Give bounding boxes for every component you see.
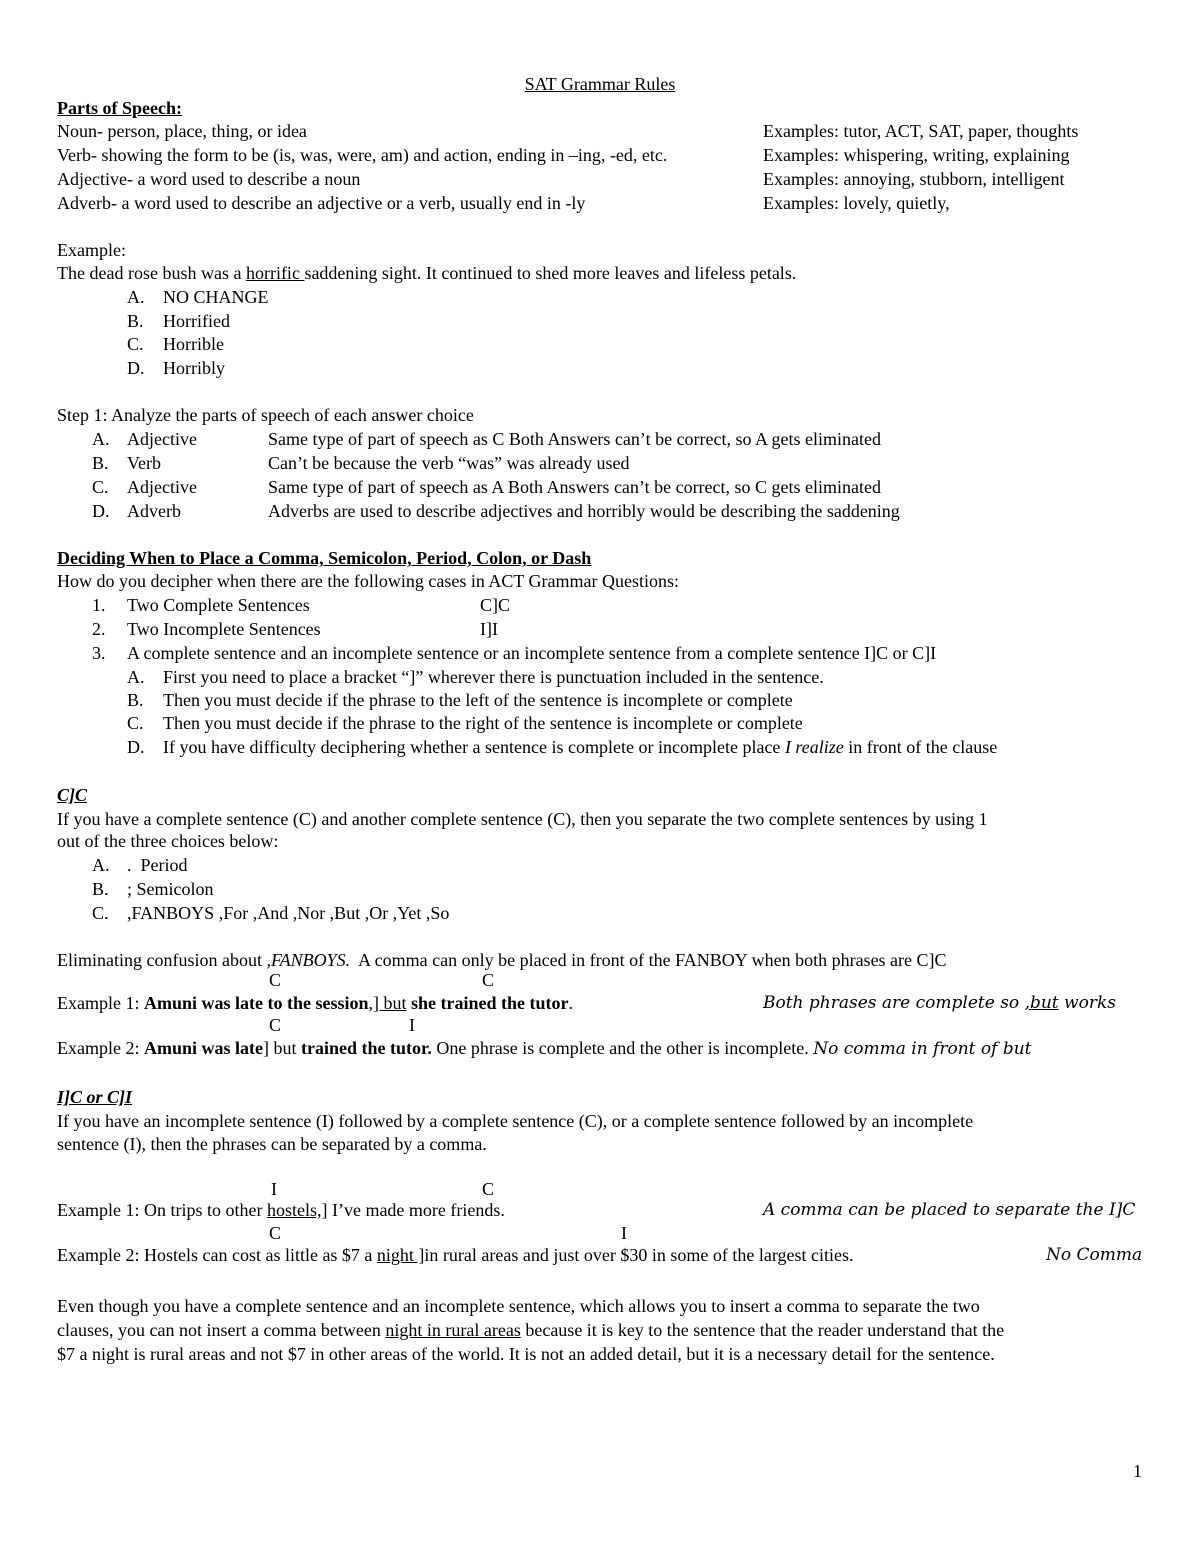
sub-step-letter: C. [127, 713, 144, 733]
cc-example-1-note: Both phrases are complete so ,but works [763, 993, 1116, 1013]
sub-step-letter: B. [127, 690, 144, 710]
case-text: A complete sentence and an incomplete sentence or an incomplete sentence from a complete sentence I]C or C]I [127, 643, 937, 663]
pos-examples-noun: Examples: tutor, ACT, SAT, paper, thoughts [763, 121, 1079, 141]
closing-paragraph-line1: Even though you have a complete sentence and an incomplete sentence, which allows you to insert a comma to separate the two [57, 1296, 980, 1316]
cc-example-2: Example 2: Amuni was late] but trained the tutor. One phrase is complete and the other is incomplete. No comma in front of but [57, 1038, 1032, 1059]
choice-text: Horrified [163, 311, 230, 331]
parts-of-speech-heading: Parts of Speech: [57, 98, 182, 118]
clause-mark: C [269, 1015, 282, 1035]
step-letter: D. [92, 501, 110, 521]
ic-paragraph-line2: sentence (I), then the phrases can be separated by a comma. [57, 1134, 487, 1154]
pos-term-verb: Verb- showing the form to be (is, was, were, am) and action, ending in –ing, -ed, etc. [57, 145, 668, 165]
case-text: Two Complete Sentences [127, 595, 310, 615]
ic-example-2: Example 2: Hostels can cost as little as $7 a night ]in rural areas and just over $30 in some of the largest cities. [57, 1245, 854, 1265]
sub-step-text: First you need to place a bracket “]” wherever there is punctuation included in the sentence. [163, 667, 824, 687]
pos-examples-verb: Examples: whispering, writing, explaining [763, 145, 1070, 165]
ic-example-1: Example 1: On trips to other hostels,] I’ve made more friends. [57, 1200, 505, 1220]
sub-step-text: If you have difficulty deciphering whether a sentence is complete or incomplete place I realize in front of the clause [163, 737, 998, 757]
choice-text: Horrible [163, 334, 224, 354]
ic-heading: I]C or C]I [57, 1087, 133, 1107]
option-letter: A. [92, 855, 110, 875]
pos-term-adverb: Adverb- a word used to describe an adjective or a verb, usually end in -ly [57, 193, 586, 213]
cc-paragraph-line1: If you have a complete sentence (C) and another complete sentence (C), then you separate the two complete sentences by using 1 [57, 809, 988, 829]
step-letter: B. [92, 453, 109, 473]
pos-examples-adjective: Examples: annoying, stubborn, intelligent [763, 169, 1065, 189]
punctuation-heading: Deciding When to Place a Comma, Semicolon, Period, Colon, or Dash [57, 548, 592, 568]
choice-text: NO CHANGE [163, 287, 269, 307]
sub-step-letter: A. [127, 667, 145, 687]
page-title: SAT Grammar Rules [524, 74, 676, 94]
clause-mark: C [482, 1179, 495, 1199]
clause-mark: C [269, 970, 282, 990]
closing-paragraph-line3: $7 a night is rural areas and not $7 in other areas of the world. It is not an added detail, but it is a necessary detail for the sentence. [57, 1344, 995, 1364]
step-note: Adverbs are used to describe adjectives and horribly would be describing the saddening [268, 501, 900, 521]
ic-paragraph-line1: If you have an incomplete sentence (I) followed by a complete sentence (C), or a complete sentence followed by an incomplete [57, 1111, 974, 1131]
page-number: 1 [1133, 1461, 1142, 1481]
step-letter: C. [92, 477, 109, 497]
pos-examples-adverb: Examples: lovely, quietly, [763, 193, 950, 213]
case-code: I]I [480, 619, 498, 639]
sub-step-text: Then you must decide if the phrase to the left of the sentence is incomplete or complete [163, 690, 793, 710]
clause-mark: I [409, 1015, 415, 1035]
step-pos: Verb [127, 453, 161, 473]
ic-example-2-note: No Comma [1046, 1245, 1143, 1265]
case-number: 1. [92, 595, 106, 615]
step-pos: Adverb [127, 501, 181, 521]
option-letter: B. [92, 879, 109, 899]
clause-mark: C [482, 970, 495, 990]
punctuation-intro: How do you decipher when there are the following cases in ACT Grammar Questions: [57, 571, 680, 591]
case-number: 3. [92, 643, 106, 663]
clause-mark: I [621, 1223, 627, 1243]
step-pos: Adjective [127, 477, 197, 497]
option-text: . Period [127, 855, 188, 875]
underlined-word: horrific [245, 263, 305, 283]
clause-mark: I [271, 1179, 277, 1199]
example-sentence: The dead rose bush was a horrific saddening sight. It continued to shed more leaves and lifeless petals. [57, 263, 797, 283]
example-label: Example: [57, 240, 126, 260]
clause-mark: C [269, 1223, 282, 1243]
sub-step-letter: D. [127, 737, 145, 757]
step-note: Can’t be because the verb “was” was already used [268, 453, 630, 473]
sub-step-text: Then you must decide if the phrase to the right of the sentence is incomplete or complete [163, 713, 803, 733]
cc-paragraph-line2: out of the three choices below: [57, 831, 279, 851]
step1-heading: Step 1: Analyze the parts of speech of each answer choice [57, 405, 474, 425]
choice-text: Horribly [163, 358, 225, 378]
step-pos: Adjective [127, 429, 197, 449]
case-code: C]C [480, 595, 511, 615]
step-note: Same type of part of speech as C Both Answers can’t be correct, so A gets eliminated [268, 429, 882, 449]
cc-example-1: Example 1: Amuni was late to the session,] but she trained the tutor. [57, 993, 573, 1013]
step-note: Same type of part of speech as A Both Answers can’t be correct, so C gets eliminated [268, 477, 882, 497]
option-text: ,FANBOYS ,For ,And ,Nor ,But ,Or ,Yet ,So [127, 903, 450, 923]
case-number: 2. [92, 619, 106, 639]
pos-term-noun: Noun- person, place, thing, or idea [57, 121, 307, 141]
choice-letter: D. [127, 358, 145, 378]
case-text: Two Incomplete Sentences [127, 619, 321, 639]
option-text: ; Semicolon [127, 879, 214, 899]
option-letter: C. [92, 903, 109, 923]
fanboys-confusion: Eliminating confusion about ,FANBOYS. A comma can only be placed in front of the FANBOY when both phrases are C]C [57, 950, 947, 970]
cc-heading: C]C [57, 785, 88, 805]
closing-paragraph-line2: clauses, you can not insert a comma between night in rural areas because it is key to the sentence that the reader understand that the [57, 1320, 1005, 1340]
choice-letter: C. [127, 334, 144, 354]
pos-term-adjective: Adjective- a word used to describe a noun [57, 169, 361, 189]
choice-letter: B. [127, 311, 144, 331]
choice-letter: A. [127, 287, 145, 307]
step-letter: A. [92, 429, 110, 449]
ic-example-1-note: A comma can be placed to separate the I]C [763, 1200, 1136, 1220]
